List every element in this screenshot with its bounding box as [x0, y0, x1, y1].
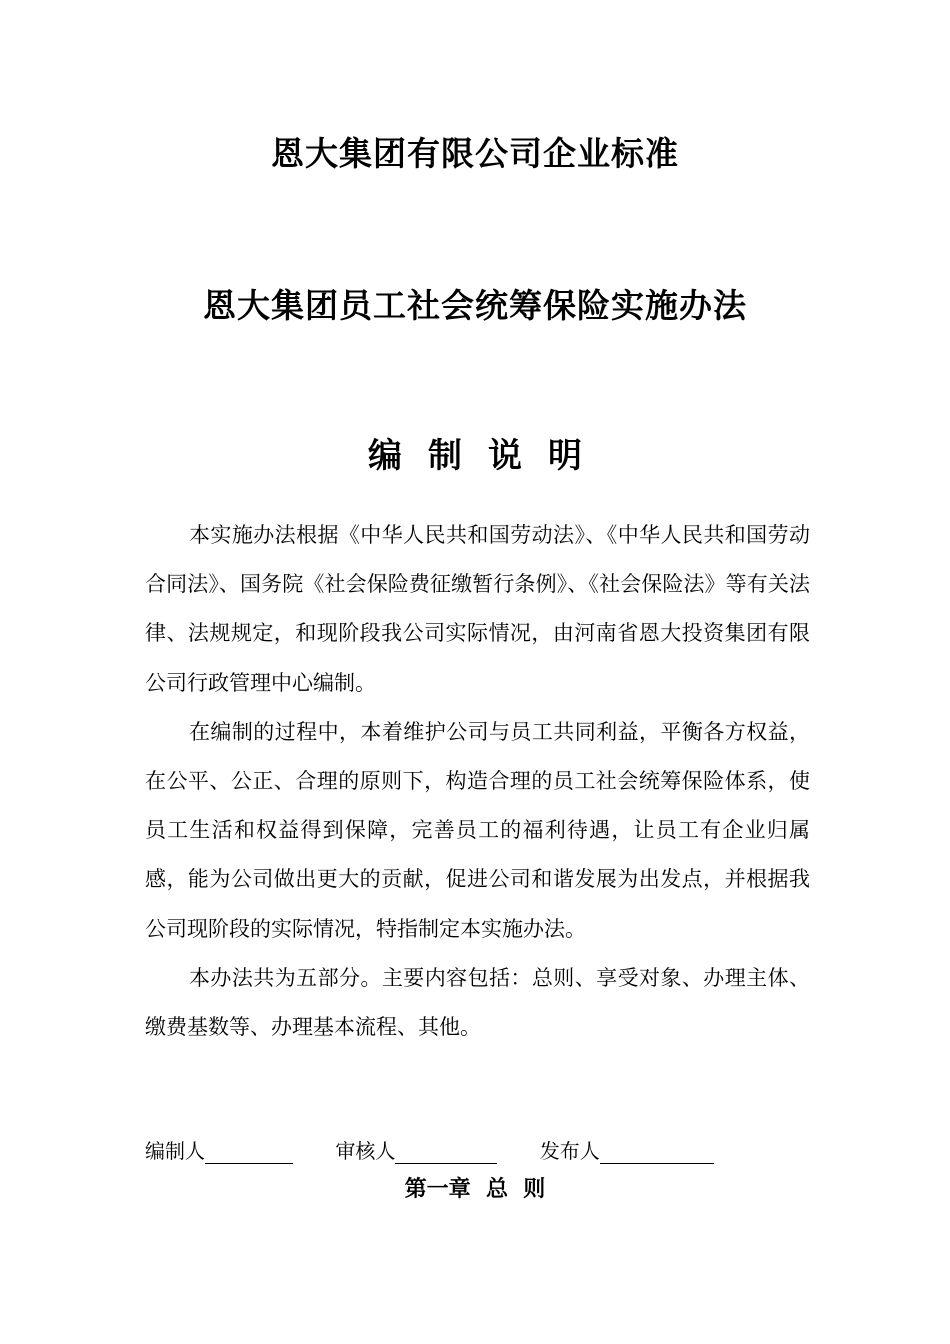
compiler-signature: [145, 1135, 293, 1164]
chapter-heading: 第一章 总 则: [404, 1177, 546, 1202]
paragraph-purpose: 在编制的过程中，本着维护公司与员工共同利益，平衡各方权益，在公平、公正、合理的原则下，构造合理的员工社会统筹保险体系，使员工生活和权益得到保障，完善员工的福利待遇，让员工有企业归属感，能为公司做出更大的贡献，促进公司和谐发展为出发点，并根据我公司现阶段的实际情况，特指制定本实施办法。: [145, 719, 810, 941]
standard-title: 恩大集团有限公司企业标准: [271, 134, 679, 173]
paragraph-basis: 本实施办法根据《中华人民共和国劳动法》、《中华人民共和国劳动合同法》、国务院《社会保险费征缴暂行条例》、《社会保险法》等有关法律、法规规定，和现阶段我公司实际情况，由河南省恩大投资集团有限公司行政管理中心编制。: [145, 523, 810, 695]
body-text: [145, 511, 810, 1052]
publisher-signature-line: [600, 1141, 714, 1164]
publisher-label: 发布人: [539, 1139, 600, 1163]
signature-row: [145, 1135, 714, 1164]
compiler-signature-line: [205, 1141, 293, 1164]
paragraph-contents: 本办法共为五部分。主要内容包括：总则、享受对象、办理主体、缴费基数等、办理基本流程、其他。: [145, 965, 810, 1040]
publisher-signature: [540, 1135, 714, 1164]
section-heading: 编制说明: [368, 436, 608, 476]
compiler-label: 编制人: [145, 1139, 205, 1163]
reviewer-label: 审核人: [335, 1139, 396, 1163]
reviewer-signature: [335, 1135, 497, 1164]
reviewer-signature-line: [395, 1141, 497, 1164]
document-title: 恩大集团员工社会统筹保险实施办法: [203, 286, 747, 325]
